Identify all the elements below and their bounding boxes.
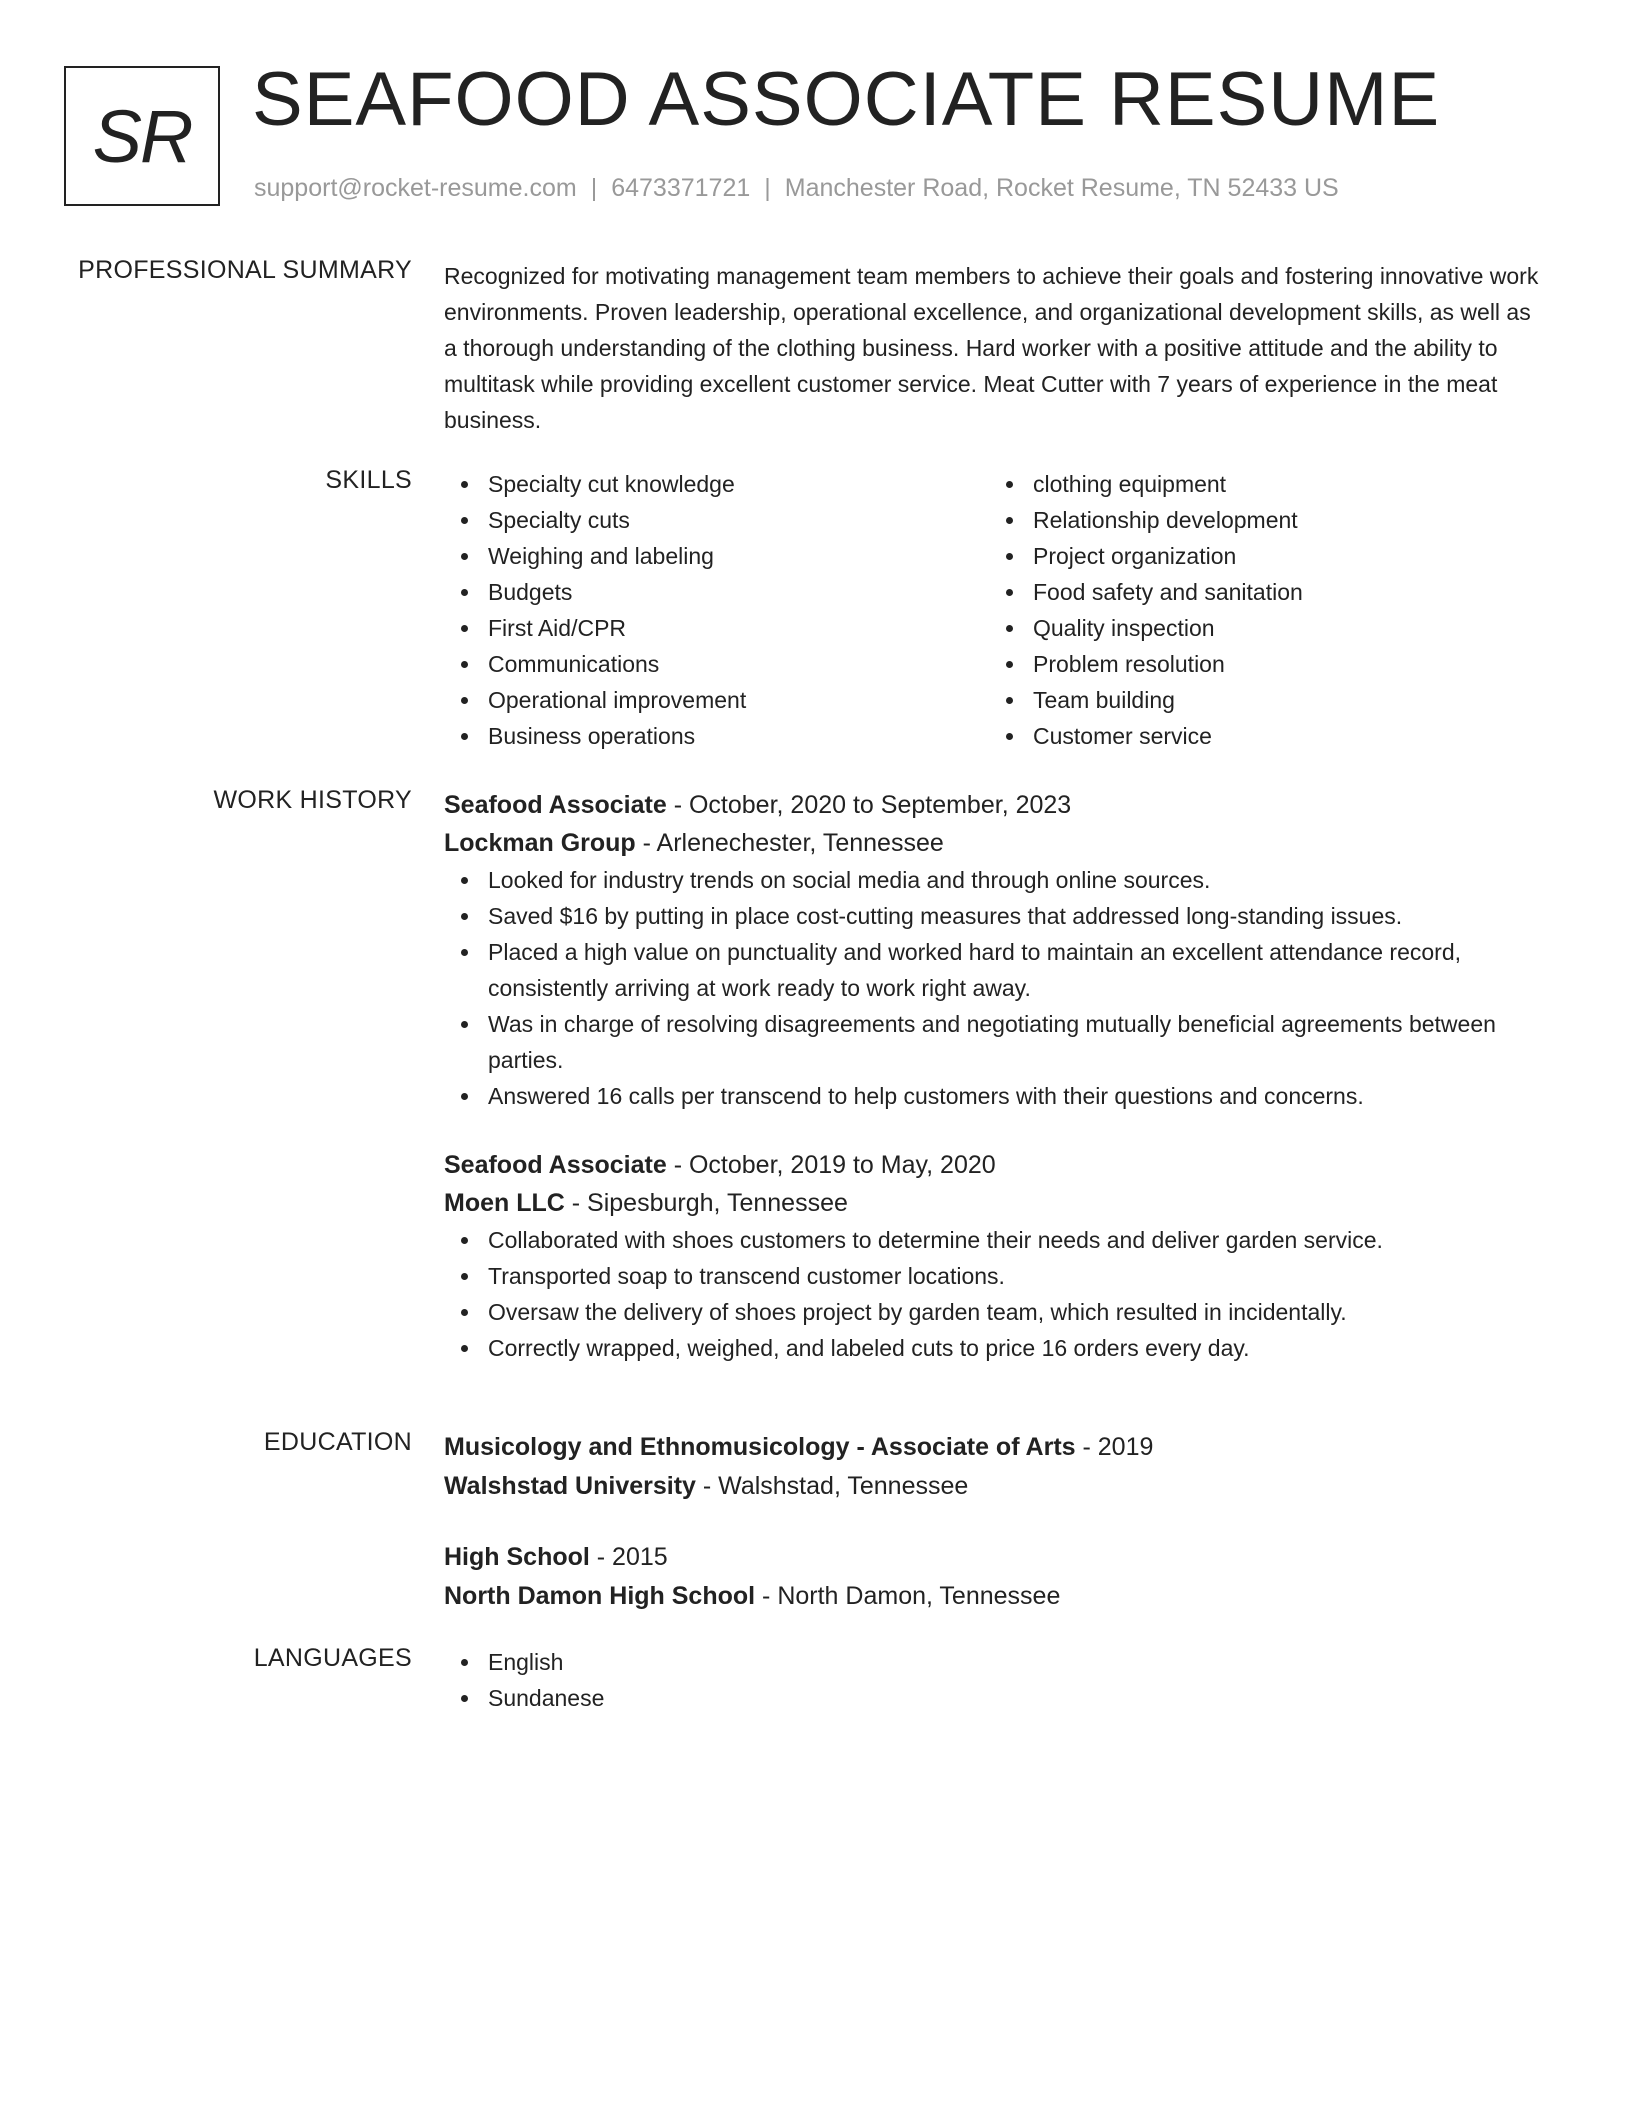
education-location: - Walshstad, Tennessee [695,1472,969,1500]
skill-item: Business operations [444,718,989,754]
education-degree-line [444,1428,1544,1467]
contact-separator: | [764,174,771,202]
skill-item: Budgets [444,574,989,610]
job-bullet: Collaborated with shoes customers to determine their needs and deliver garden service. [444,1222,1544,1258]
section-label-work-history: WORK HISTORY [213,786,412,814]
job-bullet: Looked for industry trends on social media and through online sources. [444,862,1544,898]
skill-item: Specialty cut knowledge [444,466,989,502]
skill-item: Food safety and sanitation [989,574,1534,610]
languages-list [444,1644,1544,1716]
job-bullet: Saved $16 by putting in place cost-cutting measures that addressed long-standing issues. [444,898,1544,934]
skill-item: Communications [444,646,989,682]
education-location: - North Damon, Tennessee [755,1582,1061,1610]
skills-column-left [444,466,989,754]
section-label-languages: LANGUAGES [253,1644,412,1672]
monogram-initials: SR [92,94,192,178]
skill-item: Operational improvement [444,682,989,718]
job-bullet: Answered 16 calls per transcend to help customers with their questions and concerns. [444,1078,1544,1114]
skill-item: Weighing and labeling [444,538,989,574]
job-title-line [444,1146,1544,1184]
job-location: - Arlenechester, Tennessee [635,829,944,857]
job-company-line [444,1184,1544,1222]
education-degree-line [444,1538,1544,1577]
skill-item: Relationship development [989,502,1534,538]
contact-address: Manchester Road, Rocket Resume, TN 52433 US [784,174,1339,202]
job-bullet: Placed a high value on punctuality and worked hard to maintain an excellent attendance record, consistently arriving at work ready to work right away. [444,934,1544,1006]
job-bullet-list [444,862,1544,1114]
job-bullet: Oversaw the delivery of shoes project by garden team, which resulted in incidentally. [444,1294,1544,1330]
education-degree: High School [444,1543,590,1571]
education-year: - 2019 [1075,1433,1154,1461]
education-entry [444,1538,1544,1616]
job-company-line [444,824,1544,862]
resume-title: SEAFOOD ASSOCIATE RESUME [252,57,1441,142]
skills-list-right [989,466,1534,754]
skill-item: First Aid/CPR [444,610,989,646]
section-label-skills: SKILLS [325,466,412,494]
job-bullet: Transported soap to transcend customer locations. [444,1258,1544,1294]
education-school-line [444,1467,1544,1506]
monogram-badge [64,66,220,206]
contact-phone: 6473371721 [611,174,751,202]
skills-column-right [989,466,1534,754]
education-year: - 2015 [589,1543,668,1571]
job-company: Lockman Group [444,829,636,857]
section-label-summary: PROFESSIONAL SUMMARY [78,256,412,284]
education-degree: Musicology and Ethnomusicology - Associate of Arts [444,1433,1076,1461]
skills-list-left [444,466,989,754]
job-title: Seafood Associate [444,1151,667,1179]
languages-body [444,1644,1544,1716]
job-bullet-list [444,1222,1544,1366]
skill-item: Problem resolution [989,646,1534,682]
language-item: Sundanese [444,1680,1544,1716]
job-bullet: Was in charge of resolving disagreements and negotiating mutually beneficial agreements between parties. [444,1006,1544,1078]
skills-grid [444,466,1544,754]
job-entry [444,1146,1544,1366]
job-title-line [444,786,1544,824]
contact-email: support@rocket-resume.com [254,174,577,202]
contact-line [254,174,1339,203]
job-entry [444,786,1544,1114]
summary-body [444,256,1544,438]
job-location: - Sipesburgh, Tennessee [564,1189,848,1217]
skill-item: Specialty cuts [444,502,989,538]
job-title: Seafood Associate [444,791,667,819]
skill-item: Team building [989,682,1534,718]
education-school-line [444,1577,1544,1616]
education-body [444,1428,1544,1616]
section-label-education: EDUCATION [263,1428,412,1456]
education-school: Walshstad University [444,1472,696,1500]
skill-item: clothing equipment [989,466,1534,502]
job-dates: - October, 2019 to May, 2020 [666,1151,996,1179]
education-entry [444,1428,1544,1506]
skill-item: Customer service [989,718,1534,754]
language-item: English [444,1644,1544,1680]
job-bullet: Correctly wrapped, weighed, and labeled cuts to price 16 orders every day. [444,1330,1544,1366]
skill-item: Project organization [989,538,1534,574]
summary-text: Recognized for motivating management team members to achieve their goals and fostering innovative work environments. Proven leadership, operational excellence, and organizational development skills, as well as a thorough understanding of the clothing business. Hard worker with a positive attitude and the ability to multitask while providing excellent customer service. Meat Cutter with 7 years of experience in the meat business. [444,263,1539,433]
job-dates: - October, 2020 to September, 2023 [666,791,1072,819]
education-school: North Damon High School [444,1582,756,1610]
job-company: Moen LLC [444,1189,565,1217]
work-history-body [444,786,1544,1366]
contact-separator: | [590,174,598,202]
skills-body [444,466,1544,754]
skill-item: Quality inspection [989,610,1534,646]
